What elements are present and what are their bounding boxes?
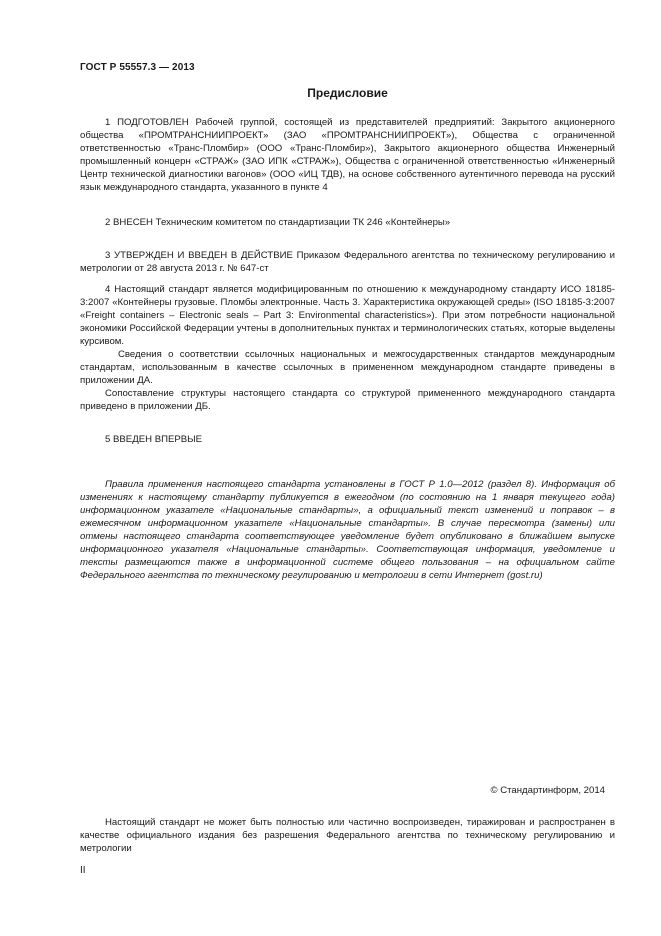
section-3-approved bbox=[80, 249, 615, 275]
section-4-modified-standard bbox=[80, 283, 615, 413]
section-1-text: 1 ПОДГОТОВЛЕН Рабочей группой, состоящей из представителей предприятий: Закрытого акционерного общества «ПРОМТРАНСНИИПРОЕКТ» (ЗАО «ПРОМТРАНСНИИПРОЕКТ»), Общества с ограниченной ответственностью «Транс-Пломбир» (ООО «Транс-Пломбир»), Закрытого акционерного общества Инженерный промышленный концерн «СТРАЖ» (ЗАО ИПК «СТРАЖ»), Общества с ограниченной ответственностью «Инженерный Центр технической диагностики вагонов» (ООО «ИЦ ТДВ), на основе собственного аутентичного перевода на русский язык международного стандарта, указанного в пункте 4 bbox=[80, 117, 615, 193]
section-3-text: 3 УТВЕРЖДЕН И ВВЕДЕН В ДЕЙСТВИЕ Приказом Федерального агентства по техническому регулированию и метрологии от 28 августа 2013 г. № 647-ст bbox=[80, 250, 615, 274]
application-rules-text: Правила применения настоящего стандарта установлены в ГОСТ Р 1.0—2012 (раздел 8). Информация об изменениях к настоящему стандарту публикуется в ежегодном (по состоянию на 1 января текущего года) информационном указателе «Национальные стандарты», а официальный текст изменений и поправок – в ежемесячном информационном указателе «Национальные стандарты». В случае пересмотра (замены) или отмены настоящего стандарта соответствующее уведомление будет опубликовано в ближайшем выпуске информационного указателя «Национальные стандарты». Соответствующая информация, уведомление и тексты размещаются также в информационной системе общего пользования – на официальном сайте Федерального агентства по техническому регулированию и метрологии в сети Интернет (gost.ru) bbox=[80, 479, 615, 581]
section-5-text: 5 ВВЕДЕН ВПЕРВЫЕ bbox=[105, 434, 203, 445]
section-5-introduced bbox=[80, 433, 615, 446]
section-2-submitted bbox=[80, 216, 615, 229]
section-1-prepared bbox=[80, 116, 615, 194]
reproduction-notice-text: Настоящий стандарт не может быть полностью или частично воспроизведен, тиражирован и распространен в качестве официального издания без разрешения Федерального агентства по техническому регулированию и метрологии bbox=[80, 817, 615, 854]
section-4-paragraph-2: Сведения о соответствии ссылочных национальных и межгосударственных стандартов международным стандартам, использованным в качестве ссылочных в примененном международном стандарте приведены в приложении ДА. bbox=[80, 349, 615, 386]
page-number: II bbox=[80, 865, 86, 876]
section-2-text: 2 ВНЕСЕН Техническим комитетом по стандартизации ТК 246 «Контейнеры» bbox=[105, 217, 451, 228]
copyright-notice: © Стандартинформ, 2014 bbox=[490, 785, 605, 796]
section-4-paragraph-1: 4 Настоящий стандарт является модифицированным по отношению к международному стандарту ИСО 18185-3:2007 «Контейнеры грузовые. Пломбы электронные. Часть 3. Характеристика окружающей среды» (ISO 18185-3:2007 «Freight containers – Electronic seals – Part 3: Environmental characteristics»). При этом потребности национальной экономики Российской Федерации учтены в дополнительных пунктах и терминологических статьях, которые выделены курсивом. bbox=[80, 284, 615, 347]
reproduction-notice bbox=[80, 816, 615, 855]
section-4-paragraph-3: Сопоставление структуры настоящего стандарта со структурой примененного международного стандарта приведено в приложении ДБ. bbox=[80, 388, 615, 412]
gost-code-header: ГОСТ Р 55557.3 — 2013 bbox=[80, 62, 195, 73]
application-rules-note bbox=[80, 478, 615, 582]
page-title: Предисловие bbox=[307, 86, 388, 100]
